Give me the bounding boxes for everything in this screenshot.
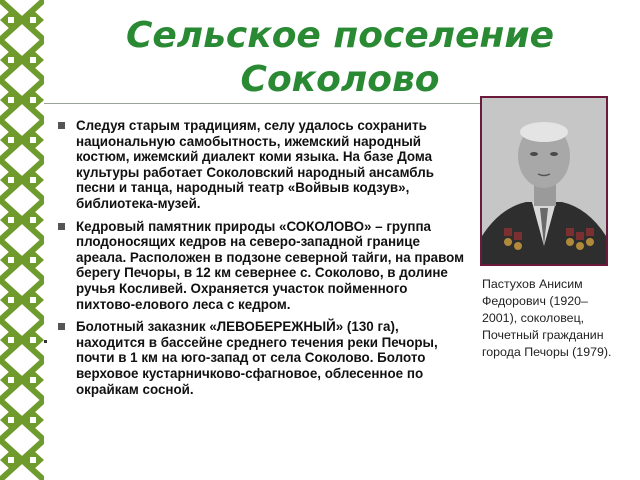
square-bullet-icon [58, 323, 65, 330]
bullet-text: Болотный заказник «ЛЕВОБЕРЕЖНЫЙ» (130 га), находится в бассейне среднего течения реки Печоры, почти в 1 км на юго-запад от села Соколово. Болото верховое кустарничково-сфагновое, облесенное по окрайкам сосной. [76, 319, 438, 397]
bullet-text: Следуя старым традициям, селу удалось сохранить национальную самобытность, ижемский народный костюм, ижемский диалект коми языка. На базе Дома культуры работает Соколовский народный ансамбль песни и танца, народный театр «Войвыв кодзув», библиотека-музей. [76, 118, 434, 211]
bullet-item [58, 118, 470, 212]
title-divider [44, 103, 490, 104]
stray-dot [44, 340, 47, 343]
portrait-photo [480, 96, 608, 266]
slide-title: Сельское поселение Соколово [125, 15, 555, 100]
bullet-item [58, 319, 470, 397]
ornament-border [0, 0, 44, 480]
photo-caption: Пастухов Анисим Федорович (1920–2001), соколовец, Почетный гражданин города Печоры (1979). [482, 277, 612, 359]
bullet-list [58, 118, 470, 404]
bullet-item [58, 219, 470, 313]
bullet-text: Кедровый памятник природы «СОКОЛОВО» – группа плодоносящих кедров на северо-западной границе ареала. Расположен в подзоне северной тайги, на правом берегу Печоры, в 12 км севернее с. Соколово, в долине ручья Косливей. Охраняется участок пойменного пихтово-елового леса с кедром. [76, 218, 465, 312]
square-bullet-icon [58, 122, 65, 129]
square-bullet-icon [58, 223, 65, 230]
